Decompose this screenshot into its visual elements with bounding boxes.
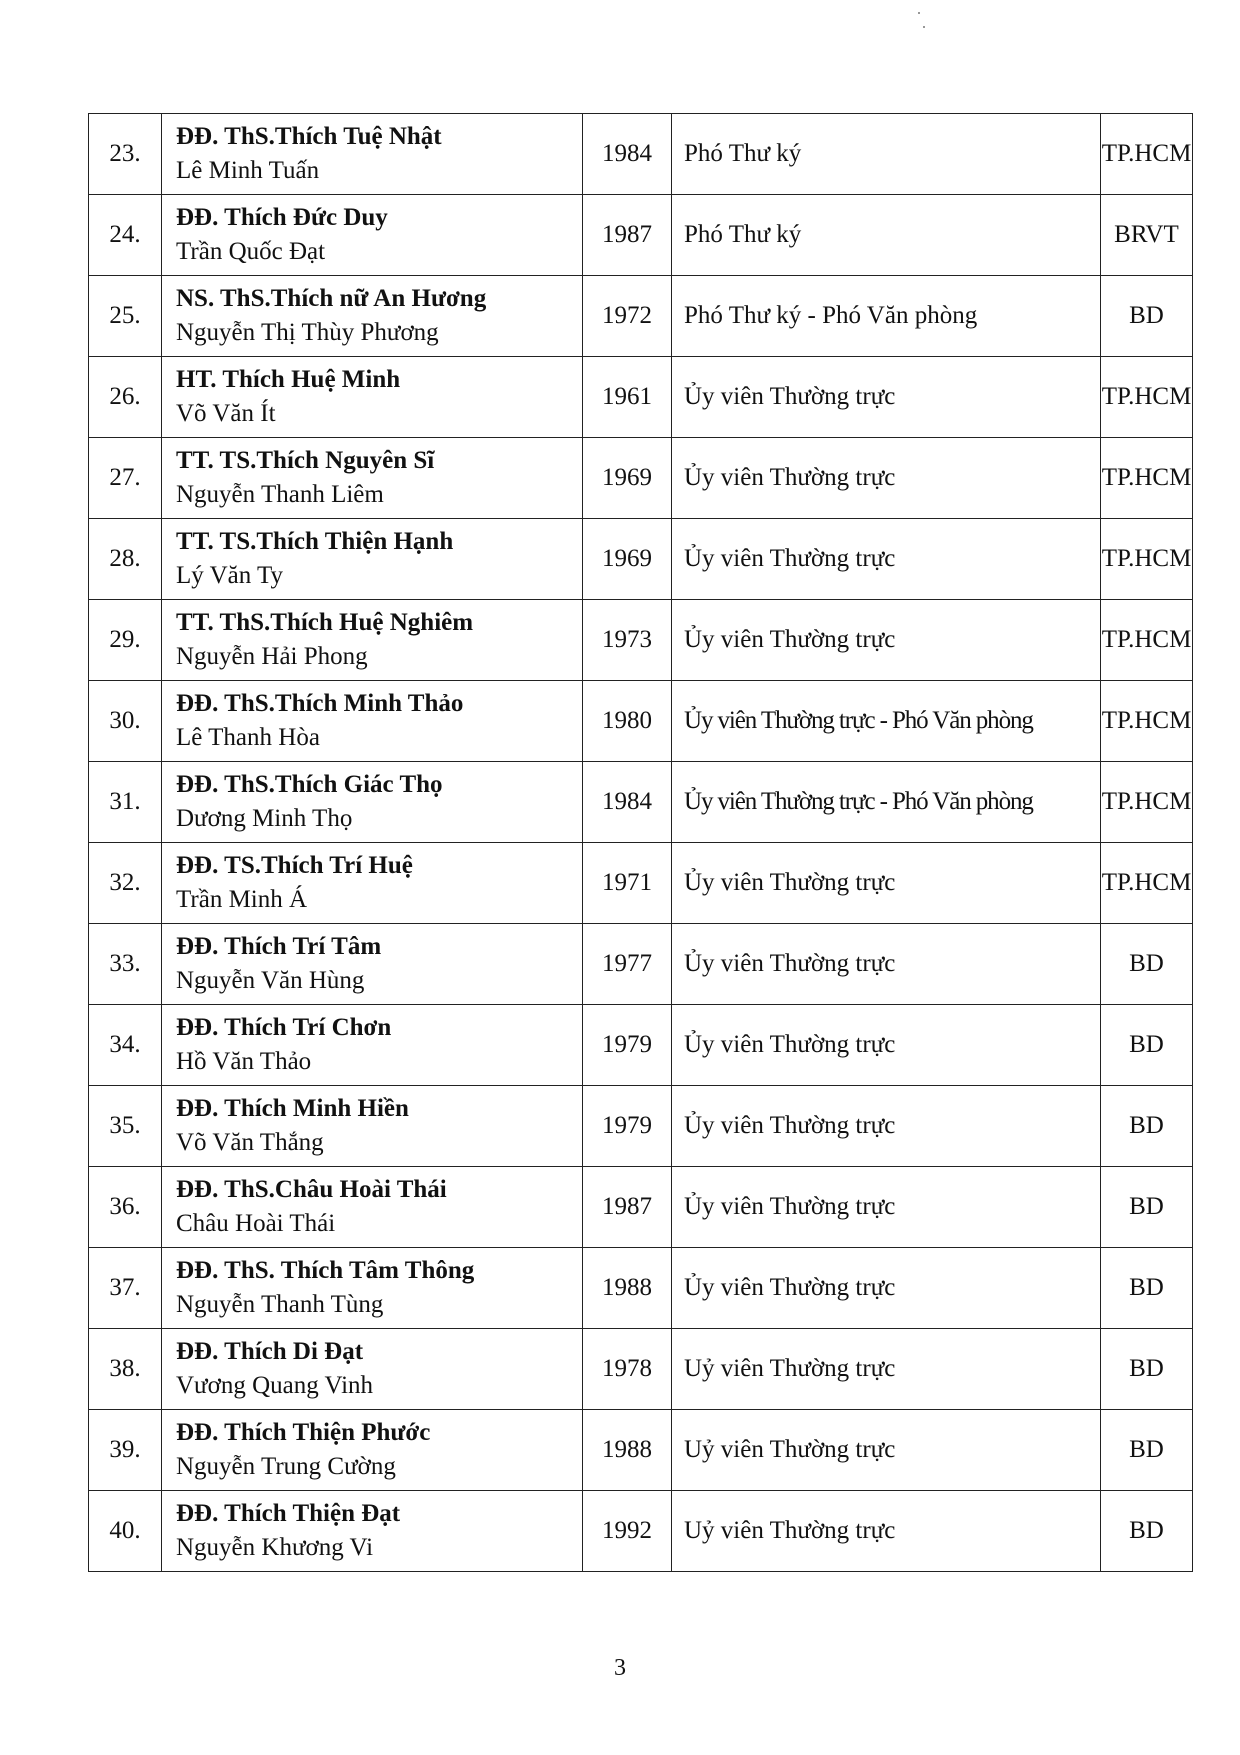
lay-name: Châu Hoài Thái — [176, 1210, 336, 1237]
lay-name: Hồ Văn Thảo — [176, 1048, 312, 1075]
position-cell: Ủy viên Thường trực — [672, 924, 1101, 1005]
lay-name: Nguyễn Hải Phong — [176, 643, 368, 670]
religious-title: ĐĐ. Thích Trí Tâm — [176, 933, 382, 960]
location-cell: TP.HCM — [1101, 843, 1193, 924]
religious-title: ĐĐ. Thích Trí Chơn — [176, 1014, 392, 1041]
row-number: 26. — [89, 357, 162, 438]
birth-year: 1984 — [583, 114, 672, 195]
position-cell: Phó Thư ký — [672, 114, 1101, 195]
position-cell: Ủy viên Thường trực — [672, 843, 1101, 924]
birth-year: 1987 — [583, 195, 672, 276]
lay-name: Nguyễn Thanh Liêm — [176, 481, 384, 508]
name-cell — [162, 519, 583, 600]
row-number: 28. — [89, 519, 162, 600]
birth-year: 1972 — [583, 276, 672, 357]
name-cell — [162, 1410, 583, 1491]
table-row — [89, 1329, 1193, 1410]
table-row — [89, 357, 1193, 438]
name-cell — [162, 924, 583, 1005]
lay-name: Trần Quốc Đạt — [176, 238, 326, 265]
birth-year: 1961 — [583, 357, 672, 438]
lay-name: Vương Quang Vinh — [176, 1372, 374, 1399]
lay-name: Nguyễn Trung Cường — [176, 1453, 396, 1480]
location-cell: BD — [1101, 924, 1193, 1005]
table-row — [89, 843, 1193, 924]
row-number: 35. — [89, 1086, 162, 1167]
row-number: 38. — [89, 1329, 162, 1410]
religious-title: ĐĐ. Thích Thiện Đạt — [176, 1500, 401, 1527]
religious-title: TT. TS.Thích Nguyên Sĩ — [176, 447, 435, 474]
position-cell: Ủy viên Thường trực — [672, 438, 1101, 519]
table-row — [89, 276, 1193, 357]
position-cell: Ủy viên Thường trực — [672, 519, 1101, 600]
position-cell: Ủy viên Thường trực - Phó Văn phòng — [672, 762, 1101, 843]
lay-name: Lê Minh Tuấn — [176, 157, 320, 184]
table-row — [89, 1410, 1193, 1491]
row-number: 27. — [89, 438, 162, 519]
location-cell: TP.HCM — [1101, 519, 1193, 600]
birth-year: 1977 — [583, 924, 672, 1005]
table-row — [89, 681, 1193, 762]
location-cell: BRVT — [1101, 195, 1193, 276]
name-cell — [162, 1005, 583, 1086]
lay-name: Lý Văn Ty — [176, 562, 284, 589]
religious-title: ĐĐ. ThS.Thích Giác Thọ — [176, 771, 443, 798]
table-row — [89, 438, 1193, 519]
birth-year: 1988 — [583, 1410, 672, 1491]
table-row — [89, 1005, 1193, 1086]
lay-name: Dương Minh Thọ — [176, 805, 353, 832]
scan-speck — [923, 26, 925, 28]
religious-title: TT. ThS.Thích Huệ Nghiêm — [176, 609, 474, 636]
row-number: 24. — [89, 195, 162, 276]
row-number: 37. — [89, 1248, 162, 1329]
location-cell: BD — [1101, 1329, 1193, 1410]
birth-year: 1969 — [583, 519, 672, 600]
name-cell — [162, 1329, 583, 1410]
name-cell — [162, 1167, 583, 1248]
location-cell: BD — [1101, 1410, 1193, 1491]
religious-title: ĐĐ. Thích Thiện Phước — [176, 1419, 431, 1446]
lay-name: Trần Minh Á — [176, 886, 308, 913]
birth-year: 1969 — [583, 438, 672, 519]
position-cell: Ủy viên Thường trực — [672, 1248, 1101, 1329]
row-number: 31. — [89, 762, 162, 843]
lay-name: Nguyễn Thanh Tùng — [176, 1291, 384, 1318]
position-cell: Ủy viên Thường trực — [672, 1086, 1101, 1167]
birth-year: 1979 — [583, 1005, 672, 1086]
name-cell — [162, 195, 583, 276]
birth-year: 1978 — [583, 1329, 672, 1410]
birth-year: 1984 — [583, 762, 672, 843]
birth-year: 1971 — [583, 843, 672, 924]
name-cell — [162, 762, 583, 843]
name-cell — [162, 438, 583, 519]
lay-name: Võ Văn Ít — [176, 400, 276, 427]
religious-title: ĐĐ. ThS.Thích Tuệ Nhật — [176, 123, 442, 150]
position-cell: Phó Thư ký — [672, 195, 1101, 276]
lay-name: Võ Văn Thắng — [176, 1129, 324, 1156]
religious-title: ĐĐ. Thích Minh Hiền — [176, 1095, 409, 1122]
birth-year: 1987 — [583, 1167, 672, 1248]
religious-title: ĐĐ. TS.Thích Trí Huệ — [176, 852, 413, 879]
location-cell: BD — [1101, 1248, 1193, 1329]
position-cell: Ủy viên Thường trực - Phó Văn phòng — [672, 681, 1101, 762]
position-cell: Ủy viên Thường trực — [672, 1167, 1101, 1248]
scan-speck — [918, 12, 920, 14]
lay-name: Lê Thanh Hòa — [176, 724, 320, 751]
location-cell: BD — [1101, 1167, 1193, 1248]
birth-year: 1988 — [583, 1248, 672, 1329]
table-row — [89, 195, 1193, 276]
name-cell — [162, 681, 583, 762]
row-number: 29. — [89, 600, 162, 681]
location-cell: TP.HCM — [1101, 438, 1193, 519]
birth-year: 1992 — [583, 1491, 672, 1572]
name-cell — [162, 357, 583, 438]
table-row — [89, 114, 1193, 195]
row-number: 23. — [89, 114, 162, 195]
location-cell: TP.HCM — [1101, 357, 1193, 438]
lay-name: Nguyễn Thị Thùy Phương — [176, 319, 439, 346]
location-cell: TP.HCM — [1101, 762, 1193, 843]
row-number: 30. — [89, 681, 162, 762]
name-cell — [162, 843, 583, 924]
row-number: 39. — [89, 1410, 162, 1491]
birth-year: 1973 — [583, 600, 672, 681]
name-cell — [162, 1491, 583, 1572]
location-cell: TP.HCM — [1101, 114, 1193, 195]
lay-name: Nguyễn Khương Vi — [176, 1534, 374, 1561]
table-row — [89, 519, 1193, 600]
religious-title: ĐĐ. ThS.Thích Minh Thảo — [176, 690, 464, 717]
row-number: 40. — [89, 1491, 162, 1572]
location-cell: TP.HCM — [1101, 681, 1193, 762]
name-cell — [162, 1086, 583, 1167]
location-cell: BD — [1101, 276, 1193, 357]
religious-title: ĐĐ. ThS.Châu Hoài Thái — [176, 1176, 447, 1203]
table-row — [89, 1086, 1193, 1167]
row-number: 32. — [89, 843, 162, 924]
religious-title: ĐĐ. ThS. Thích Tâm Thông — [176, 1257, 475, 1284]
name-cell — [162, 600, 583, 681]
position-cell: Uỷ viên Thường trực — [672, 1410, 1101, 1491]
religious-title: HT. Thích Huệ Minh — [176, 366, 401, 393]
location-cell: BD — [1101, 1086, 1193, 1167]
table-row — [89, 762, 1193, 843]
position-cell: Ủy viên Thường trực — [672, 1005, 1101, 1086]
table-row — [89, 924, 1193, 1005]
birth-year: 1980 — [583, 681, 672, 762]
table-row — [89, 1491, 1193, 1572]
member-table-body — [89, 114, 1193, 1572]
row-number: 36. — [89, 1167, 162, 1248]
lay-name: Nguyễn Văn Hùng — [176, 967, 365, 994]
row-number: 33. — [89, 924, 162, 1005]
table-row — [89, 1167, 1193, 1248]
page-number: 3 — [614, 1655, 626, 1681]
position-cell: Uỷ viên Thường trực — [672, 1329, 1101, 1410]
position-cell: Ủy viên Thường trực — [672, 600, 1101, 681]
religious-title: ĐĐ. Thích Di Đạt — [176, 1338, 364, 1365]
row-number: 25. — [89, 276, 162, 357]
table-row — [89, 600, 1193, 681]
location-cell: BD — [1101, 1005, 1193, 1086]
religious-title: TT. TS.Thích Thiện Hạnh — [176, 528, 454, 555]
position-cell: Ủy viên Thường trực — [672, 357, 1101, 438]
row-number: 34. — [89, 1005, 162, 1086]
religious-title: NS. ThS.Thích nữ An Hương — [176, 285, 487, 312]
religious-title: ĐĐ. Thích Đức Duy — [176, 204, 388, 231]
member-table — [88, 113, 1193, 1572]
name-cell — [162, 276, 583, 357]
position-cell: Phó Thư ký - Phó Văn phòng — [672, 276, 1101, 357]
table-row — [89, 1248, 1193, 1329]
position-cell: Uỷ viên Thường trực — [672, 1491, 1101, 1572]
location-cell: TP.HCM — [1101, 600, 1193, 681]
name-cell — [162, 1248, 583, 1329]
birth-year: 1979 — [583, 1086, 672, 1167]
name-cell — [162, 114, 583, 195]
location-cell: BD — [1101, 1491, 1193, 1572]
